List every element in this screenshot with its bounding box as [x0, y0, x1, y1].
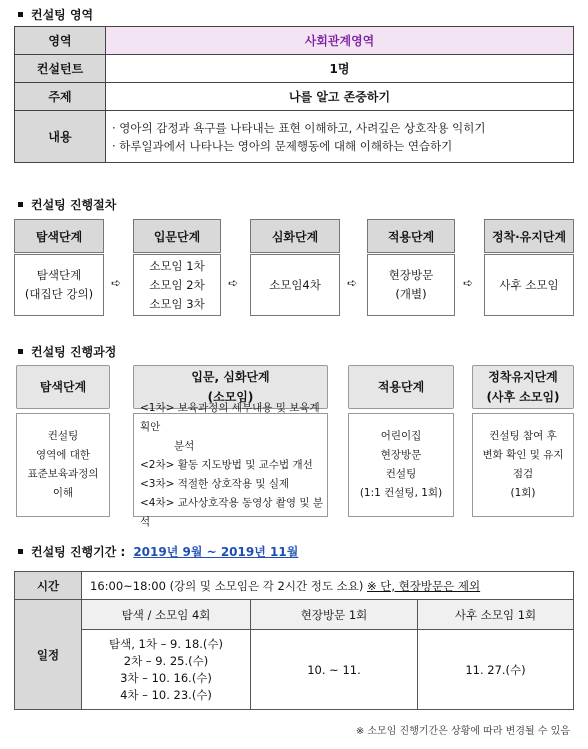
course-head-line: 정착유지단계 — [488, 370, 558, 384]
course-line: 어린이집 — [380, 430, 422, 442]
step-body-intro — [133, 254, 221, 316]
step-head-apply: 적용단계 — [367, 219, 455, 253]
course-line: 영역에 대한 — [35, 449, 91, 461]
course-line: 컨설팅 — [47, 430, 79, 442]
course-head-line: 입문, 심화단계 — [191, 370, 270, 384]
step-head-deep: 심화단계 — [250, 219, 340, 253]
sub-head-explore: 탐색 / 소모임 4회 — [82, 600, 251, 630]
course-line: <2차> 활동 지도방법 및 교수법 개선 — [140, 458, 313, 471]
schedule-line: 4차 – 10. 23.(수) — [120, 687, 212, 702]
course-head-settle — [472, 365, 574, 409]
bullet-icon — [18, 12, 23, 17]
step-body-apply — [367, 254, 455, 316]
course-line: 변화 확인 및 유지 — [482, 449, 564, 461]
bullet-icon — [18, 202, 23, 207]
course-body-apply — [348, 413, 454, 517]
course-line: (1회) — [510, 487, 536, 499]
sub-head-visit: 현장방문 1회 — [251, 600, 418, 630]
course-head-explore — [16, 365, 110, 409]
course-line: 이해 — [52, 487, 74, 499]
schedule-line: 탐색, 1차 – 9. 18.(수) — [108, 636, 223, 651]
content-line-1: · 영아의 감정과 욕구를 나타내는 표현 이해하고, 사려깊은 상호작용 익히기 — [112, 120, 486, 135]
section-title-text: 컨설팅 영역 — [31, 8, 94, 22]
course-head-line: 적용단계 — [377, 380, 425, 394]
arrow-right-icon: ➪ — [347, 276, 358, 290]
label-area: 영역 — [15, 27, 106, 55]
course-line: 현장방문 — [380, 449, 422, 461]
step-head-settle: 정착·유지단계 — [484, 219, 574, 253]
step-body-deep — [250, 254, 340, 316]
content-line-2: · 하루일과에서 나타나는 영아의 문제행동에 대해 이해하는 연습하기 — [112, 138, 453, 153]
footnote: ※ 소모임 진행기간은 상황에 따라 변경될 수 있음 — [355, 726, 570, 737]
value-time — [82, 572, 574, 600]
value-area: 사회관계영역 — [106, 27, 574, 55]
time-note: ※ 단, 현장방문은 제외 — [366, 578, 481, 593]
step-line: (대집단 강의) — [24, 287, 94, 301]
section-title-area — [18, 6, 93, 23]
course-line: 점검 — [512, 468, 534, 480]
course-body-explore — [16, 413, 110, 517]
period-value: 2019년 9월 ~ 2019년 11월 — [133, 545, 299, 559]
label-consultant: 컨설턴트 — [15, 55, 106, 83]
label-time: 시간 — [15, 572, 82, 600]
value-topic: 나를 알고 존중하기 — [106, 83, 574, 111]
step-body-explore — [14, 254, 104, 316]
step-line: 소모임 2차 — [149, 277, 205, 292]
step-line: 소모임 3차 — [149, 296, 205, 311]
course-line: 분석 — [174, 439, 195, 452]
course-head-apply — [348, 365, 454, 409]
course-line: (1:1 컨설팅, 1회) — [359, 487, 443, 499]
course-head-line: (사후 소모임) — [486, 390, 560, 404]
label-content: 내용 — [15, 111, 106, 163]
course-line: <1차> 보육과정의 세부내용 및 보육계획안 — [140, 401, 320, 433]
step-head-intro: 입문단계 — [133, 219, 221, 253]
value-content — [106, 111, 574, 163]
section-title-process — [18, 343, 116, 360]
course-line: <3차> 적절한 상호작용 및 실제 — [140, 477, 290, 490]
step-line: 소모임4차 — [269, 277, 321, 292]
consulting-area-table — [14, 26, 574, 163]
bullet-icon — [18, 549, 23, 554]
course-line: 컨설팅 참여 후 — [489, 430, 557, 442]
step-line: (개별) — [395, 287, 427, 301]
schedule-line: 3차 – 10. 16.(수) — [120, 670, 212, 685]
schedule-followup: 11. 27.(수) — [418, 630, 574, 710]
step-line: 사후 소모임 — [499, 277, 559, 292]
label-topic: 주제 — [15, 83, 106, 111]
course-line: 표준보육과정의 — [27, 468, 99, 480]
step-head-explore: 탐색단계 — [14, 219, 104, 253]
arrow-right-icon: ➪ — [228, 276, 239, 290]
section-title-text: 컨설팅 진행과정 — [31, 345, 117, 359]
schedule-table — [14, 571, 574, 710]
arrow-right-icon: ➪ — [463, 276, 474, 290]
course-head-line: 탐색단계 — [39, 380, 87, 394]
step-body-settle — [484, 254, 574, 316]
label-schedule: 일정 — [15, 600, 82, 710]
step-line: 소모임 1차 — [149, 258, 205, 273]
section-title-text: 컨설팅 진행기간 : — [31, 545, 126, 559]
schedule-explore — [82, 630, 251, 710]
course-body-intro-deep — [133, 401, 328, 528]
schedule-line: 2차 – 9. 25.(수) — [123, 653, 209, 668]
time-text: 16:00~18:00 (강의 및 소모임은 각 2시간 정도 소요) — [90, 578, 364, 593]
arrow-right-icon: ➪ — [111, 276, 122, 290]
course-line: <4차> 교사상호작용 동영상 촬영 및 분석 — [140, 496, 323, 528]
bullet-icon — [18, 349, 23, 354]
step-line: 탐색단계 — [36, 268, 82, 282]
section-title-period — [18, 543, 298, 560]
schedule-visit: 10. ~ 11. — [251, 630, 418, 710]
course-line: 컨설팅 — [385, 468, 417, 480]
section-title-text: 컨설팅 진행절차 — [31, 198, 117, 212]
value-consultant: 1명 — [106, 55, 574, 83]
sub-head-followup: 사후 소모임 1회 — [418, 600, 574, 630]
course-head-line: (소모임) — [207, 390, 254, 404]
step-line: 현장방문 — [388, 268, 434, 282]
section-title-procedure — [18, 196, 116, 213]
course-body-settle — [472, 413, 574, 517]
